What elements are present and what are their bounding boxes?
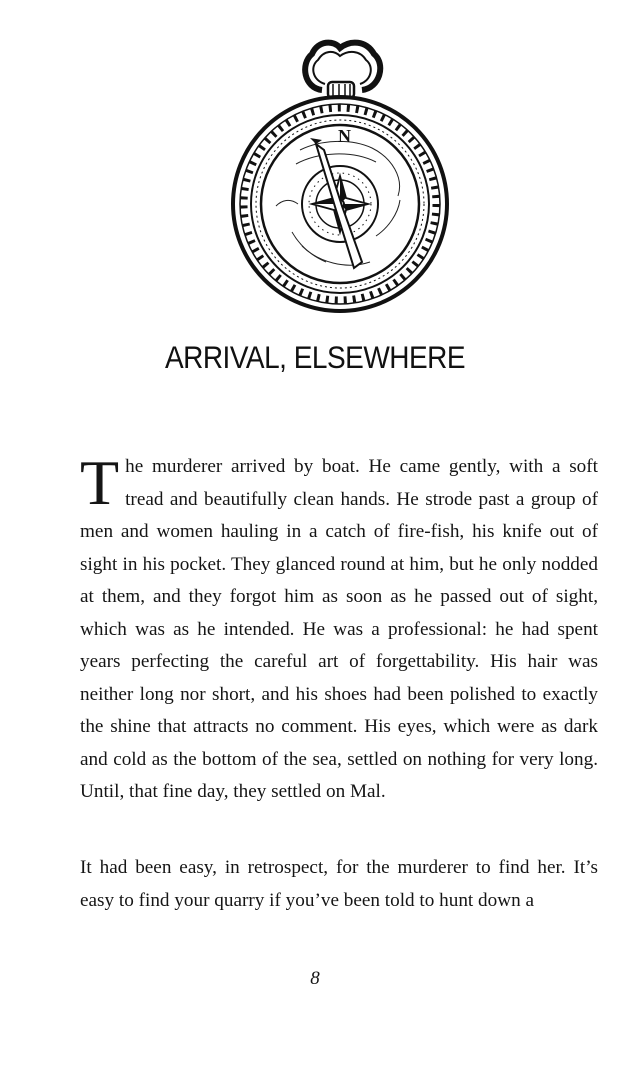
- paragraph-2: [80, 852, 598, 917]
- paragraph-1-text: he murderer arrived by boat. He came gently, with a soft tread and beautifully clean hands. He strode past a group of men and women hauling in a catch of fire-fish, his knife out of sight in his pocket. They glanced round at him, but he only nodded at them, and they forgot him as soon as he passed out of sight, which was as he intended. He was a professional: he had spent years perfecting the careful art of forgettability. His hair was neither long nor short, and his shoes had been polished to exactly the shine that attracts no comment. His eyes, which were as dark and cold as the bottom of the sea, settled on nothing for very long. Until, that fine day, they settled on Mal.: [80, 456, 598, 802]
- paragraph-2-text: It had been easy, in retrospect, for the murderer to find her. It’s easy to find your quarry if you’ve been told to hunt down a: [80, 857, 598, 911]
- drop-cap: T: [80, 447, 120, 518]
- pocket-compass-watch-icon: [0, 0, 630, 320]
- paragraph-1: [80, 447, 598, 809]
- chapter-title: ARRIVAL, ELSEWHERE: [164, 340, 466, 375]
- page-number: 8: [310, 968, 320, 989]
- compass-north-letter: N: [338, 126, 351, 146]
